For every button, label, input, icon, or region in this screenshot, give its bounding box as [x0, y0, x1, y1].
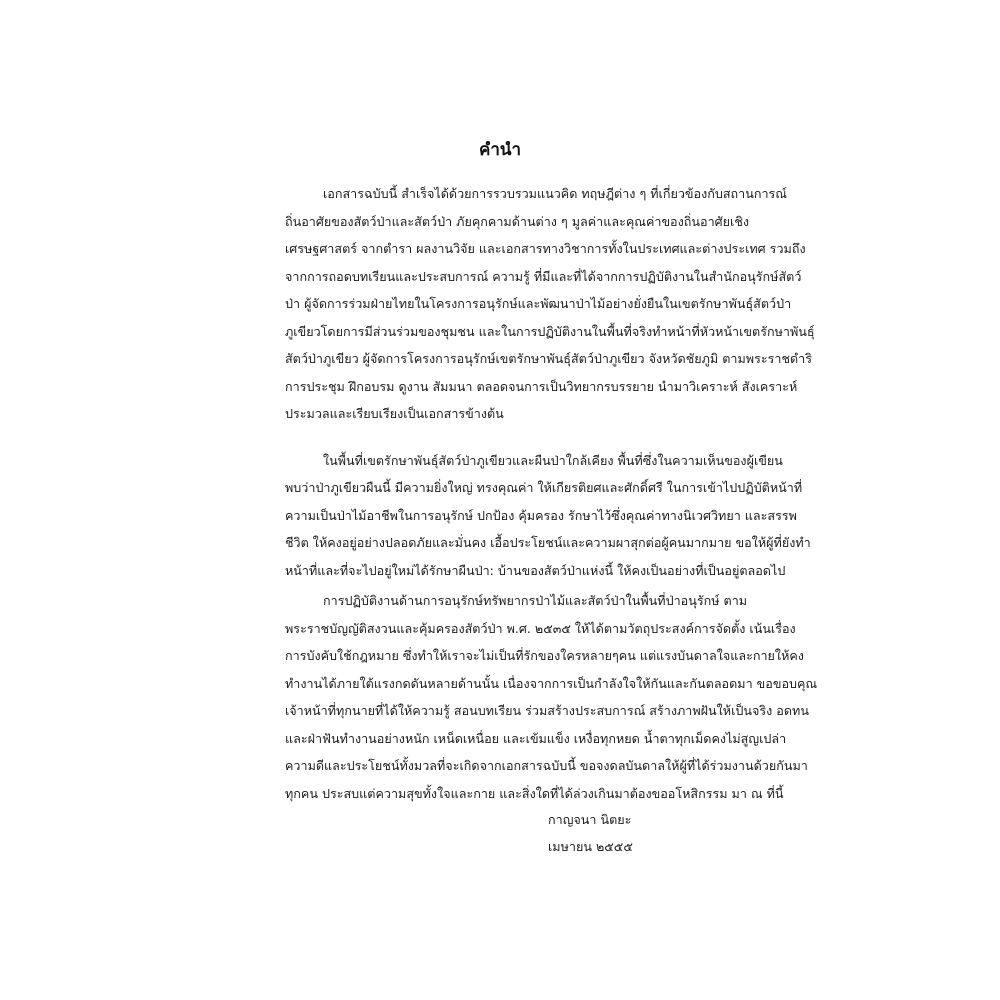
paragraph-2: [285, 447, 811, 585]
paragraph-line: การบังคับใช้กฎหมาย ซึ่งทำให้เราจะไม่เป็นที่รักของใครหลายๆคน แต่แรงบันดาลใจและกายให้คง: [285, 648, 804, 663]
paragraph-spacer: [285, 428, 759, 447]
paragraph-1: [285, 180, 815, 428]
paragraph-line: ในพื้นที่เขตรักษาพันธุ์สัตว์ป่าภูเขียวและผืนป่าใกล้เคียง พื้นที่ซึ่งในความเห็นของผู้เขียน: [323, 452, 783, 468]
paragraph-line: ความดีและประโยชน์ทั้งมวลที่จะเกิดจากเอกสารฉบับนี้ ขอจงดลบันดาลให้ผู้ที่ได้ร่วมงานด้วยกันมา: [285, 758, 808, 773]
paragraph-line: การประชุม ฝึกอบรม ดูงาน สัมมนา ตลอดจนการเป็นวิทยากรบรรยาย นำมาวิเคราะห์ สังเคราะห์: [285, 378, 798, 394]
paragraph-line: ถิ่นอาศัยของสัตว์ป่าและสัตว์ป่า ภัยคุกคามด้านต่าง ๆ มูลค่าและคุณค่าของถิ่นอาศัยเชิง: [285, 213, 750, 229]
preface-body: [285, 180, 818, 807]
paragraph-line: เอกสารฉบับนี้ สำเร็จได้ด้วยการรวบรวมแนวคิด ทฤษฎีต่าง ๆ ที่เกี่ยวข้องกับสถานการณ์: [323, 186, 787, 201]
paragraph-line: ประมวลและเรียบเรียงเป็นเอกสารข้างต้น: [285, 406, 504, 421]
paragraph-line: หน้าที่และที่จะไปอยู่ใหม่ได้รักษาผืนป่า: บ้านของสัตว์ป่าแห่งนี้ ให้คงเป็นอย่างที่เป็นอยู่ตลอดไป: [285, 562, 786, 578]
author-name: กาญจนา นิตยะ: [548, 812, 632, 827]
paragraph-line: ทุกคน ประสบแต่ความสุขทั้งใจและกาย และสิ่งใดที่ได้ล่วงเกินมาต้องขออโหสิกรรม มา ณ ที่นี้: [285, 785, 784, 801]
paragraph-line: เจ้าหน้าที่ทุกนายที่ได้ให้ความรู้ สอนบทเรียน ร่วมสร้างประสบการณ์ สร้างภาพฝันให้เป็นจริง อดทน: [285, 703, 809, 718]
signature-date: เมษายน ๒๕๕๕: [548, 839, 633, 854]
paragraph-line: พบว่าป่าภูเขียวผืนนี้ มีความยิ่งใหญ่ ทรงคุณค่า ให้เกียรติยศและศักดิ์ศรี ในการเข้าไปปฏิบัติหน้าที่: [285, 480, 803, 495]
paragraph-line: ความเป็นป่าไม้อาชีพในการอนุรักษ์ ปกป้อง คุ้มครอง รักษาไว้ซึ่งคุณค่าทางนิเวศวิทยา และสรรพ: [285, 507, 797, 523]
paragraph-line: และฝ่าฟันทำงานอย่างหนัก เหน็ดเหนื่อย และเข้มแข็ง เหงื่อทุกหยด น้ำตาทุกเม็ดคงไม่สูญเปล่า: [285, 730, 787, 746]
paragraph-line: เศรษฐศาสตร์ จากตำรา ผลงานวิจัย และเอกสารทางวิชาการทั้งในประเทศและต่างประเทศ รวมถึง: [285, 241, 806, 256]
paragraph-3: [285, 587, 818, 807]
paragraph-line: จากการถอดบทเรียนและประสบการณ์ ความรู้ ที่มีและที่ได้จากการปฏิบัติงานในสำนักอนุรักษ์สัตว์: [285, 268, 802, 284]
paragraph-line: สัตว์ป่าภูเขียว ผู้จัดการโครงการอนุรักษ์เขตรักษาพันธุ์สัตว์ป่าภูเขียว จังหวัดชัยภูมิ ตามพระราชดำริ: [285, 351, 813, 366]
paragraph-line: ป่า ผู้จัดการร่วมฝ่ายไทยในโครงการอนุรักษ์และพัฒนาป่าไม้อย่างยั่งยืนในเขตรักษาพันธุ์สัตว์ป่า: [285, 296, 792, 311]
paragraph-line: พระราชบัญญัติสงวนและคุ้มครองสัตว์ป่า พ.ศ. ๒๕๓๕ ให้ได้ตามวัตถุประสงค์การจัดตั้ง เน้นเรื่อง: [285, 620, 796, 636]
paragraph-line: ภูเขียวโดยการมีส่วนร่วมของชุมชน และในการปฏิบัติงานในพื้นที่จริงทำหน้าที่หัวหน้าเขตรักษาพันธุ์: [285, 323, 815, 339]
signature-block: [548, 806, 708, 860]
paragraph-line: การปฏิบัติงานด้านการอนุรักษ์ทรัพยากรป่าไม้และสัตว์ป่าในพื้นที่ป่าอนุรักษ์ ตาม: [323, 593, 748, 608]
page-title: คำนำ: [478, 140, 522, 160]
paragraph-line: ชีวิต ให้คงอยู่อย่างปลอดภัยและมั่นคง เอื้อประโยชน์และความผาสุกต่อผู้คนมากมาย ขอให้ผู้ที่ยังทำ: [285, 535, 811, 550]
paragraph-line: ทำงานได้ภายใต้แรงกดดันหลายด้านนั้น เนื่องจากการเป็นกำลังใจให้กันและกันตลอดมา ขอขอบคุณ: [285, 675, 818, 691]
